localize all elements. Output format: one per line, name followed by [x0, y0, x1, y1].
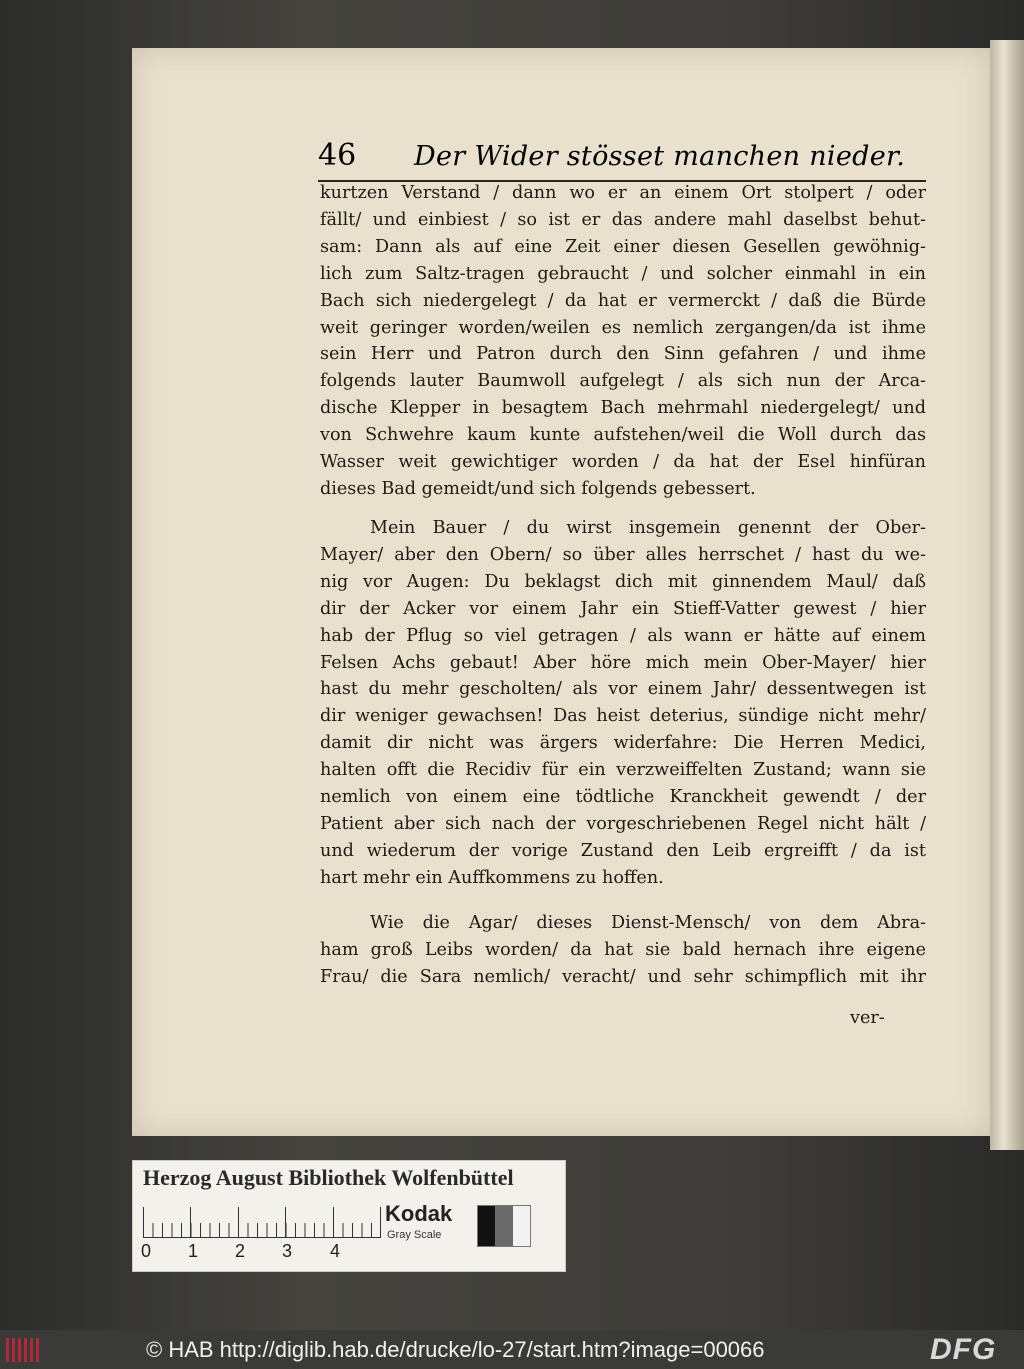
ruler-number: 0 — [141, 1241, 152, 1261]
page-header — [318, 136, 926, 182]
hab-logo-icon — [6, 1338, 42, 1362]
library-name: Herzog August Bibliothek Wolfenbüttel — [143, 1165, 514, 1190]
dfg-logo: DFG — [930, 1333, 997, 1366]
text-line: nemlich von einem eine tödtliche Kranckheit gewendt / der — [320, 787, 926, 808]
text-line: dir weniger gewachsen! Das heist deterius, sündige nicht mehr/ — [320, 706, 926, 727]
text-line: Mein Bauer / du wirst insgemein genennt der Ober- — [370, 518, 926, 538]
text-line: Wasser weit gewichtiger worden / da hat der Esel hinfüran — [320, 452, 926, 473]
text-line: sein Herr und Patron durch den Sinn gefahren / und ihme — [320, 344, 926, 365]
ruler-major-tick — [380, 1207, 381, 1237]
text-line: folgends lauter Baumwoll aufgelegt / als sich nun der Arca- — [320, 371, 926, 392]
text-line: Wie die Agar/ dieses Dienst-Mensch/ von dem Abra- — [370, 913, 926, 933]
copyright-link[interactable]: © HAB http://diglib.hab.de/drucke/lo-27/start.htm?image=00066 — [146, 1337, 765, 1362]
text-line: Frau/ die Sara nemlich/ veracht/ und sehr schimpflich mit ihr — [320, 966, 926, 987]
text-line: damit dir nicht was ärgers widerfahre: Die Herren Medici, — [320, 733, 926, 754]
text-line: Patient aber sich nach der vorgeschriebenen Regel nicht hält / — [320, 813, 926, 834]
text-line: dieses Bad gemeidt/und sich folgends gebessert. — [320, 478, 756, 499]
paragraph-3 — [320, 910, 926, 991]
gray-patch — [478, 1206, 495, 1246]
ruler-major-tick — [143, 1207, 144, 1237]
text-line: ham groß Leibs worden/ da hat sie bald hernach ihre eigene — [320, 939, 926, 960]
gray-scale-label: Gray Scale — [387, 1229, 442, 1241]
text-line: nig vor Augen: Du beklagst dich mit ginnendem Maul/ daß — [320, 571, 926, 592]
footer-bar — [0, 1330, 1024, 1369]
text-line: von Schwehre kaum kunte aufstehen/weil die Woll durch das — [320, 425, 926, 446]
book-edge — [990, 40, 1024, 1150]
gray-scale-patches — [477, 1205, 531, 1247]
text-line: lich zum Saltz-tragen gebraucht / und solcher einmahl in ein — [320, 263, 926, 284]
paragraph-2 — [320, 515, 926, 892]
text-line: fällt/ und einbiest / so ist er das andere mahl daselbst behut- — [320, 209, 926, 230]
gray-patch — [513, 1206, 530, 1246]
text-line: hast du mehr gescholten/ als vor einem Jahr/ dessentwegen ist — [320, 679, 926, 700]
ruler-major-tick — [238, 1207, 239, 1237]
text-line: Mayer/ aber den Obern/ so über alles herrschet / hast du we- — [320, 544, 926, 565]
ruler — [143, 1207, 381, 1238]
text-line: hart mehr ein Auffkommens zu hoffen. — [320, 867, 664, 888]
ruler-major-tick — [333, 1207, 334, 1237]
ruler-major-tick — [285, 1207, 286, 1237]
text-line: dir der Acker vor einem Jahr ein Stieff-Vatter gewest / hier — [320, 598, 926, 619]
paragraph-1 — [320, 180, 926, 503]
ruler-number: 1 — [188, 1241, 199, 1261]
text-line: Felsen Achs gebaut! Aber höre mich mein Ober-Mayer/ hier — [320, 652, 926, 673]
ruler-number: 2 — [235, 1241, 246, 1261]
ruler-number: 4 — [330, 1241, 341, 1261]
text-line: und wiederum der vorige Zustand den Leib ergreifft / da ist — [320, 840, 926, 861]
running-head: Der Wider stösset manchen nieder. — [414, 141, 906, 172]
ruler-number: 3 — [282, 1241, 293, 1261]
gray-patch — [495, 1206, 512, 1246]
kodak-logo: Kodak — [385, 1201, 453, 1226]
color-calibration-strip — [132, 1160, 566, 1272]
catchword: ver- — [850, 1008, 885, 1028]
text-line: weit geringer worden/weilen es nemlich zergangen/da ist ihme — [320, 317, 926, 338]
text-line: halten offt die Recidiv für ein verzweiffelten Zustand; wann sie — [320, 760, 926, 781]
text-line: sam: Dann als auf eine Zeit einer diesen Gesellen gewöhnig- — [320, 236, 926, 257]
page-number: 46 — [318, 138, 357, 173]
text-line: dische Klepper in besagtem Bach mehrmahl niedergelegt/ und — [320, 398, 926, 419]
ruler-major-tick — [190, 1207, 191, 1237]
text-line: kurtzen Verstand / dann wo er an einem Ort stolpert / oder — [320, 183, 926, 203]
text-line: Bach sich niedergelegt / da hat er vermerckt / daß die Bürde — [320, 290, 926, 311]
text-line: hab der Pflug so viel getragen / als wann er hätte auf einem — [320, 625, 926, 646]
